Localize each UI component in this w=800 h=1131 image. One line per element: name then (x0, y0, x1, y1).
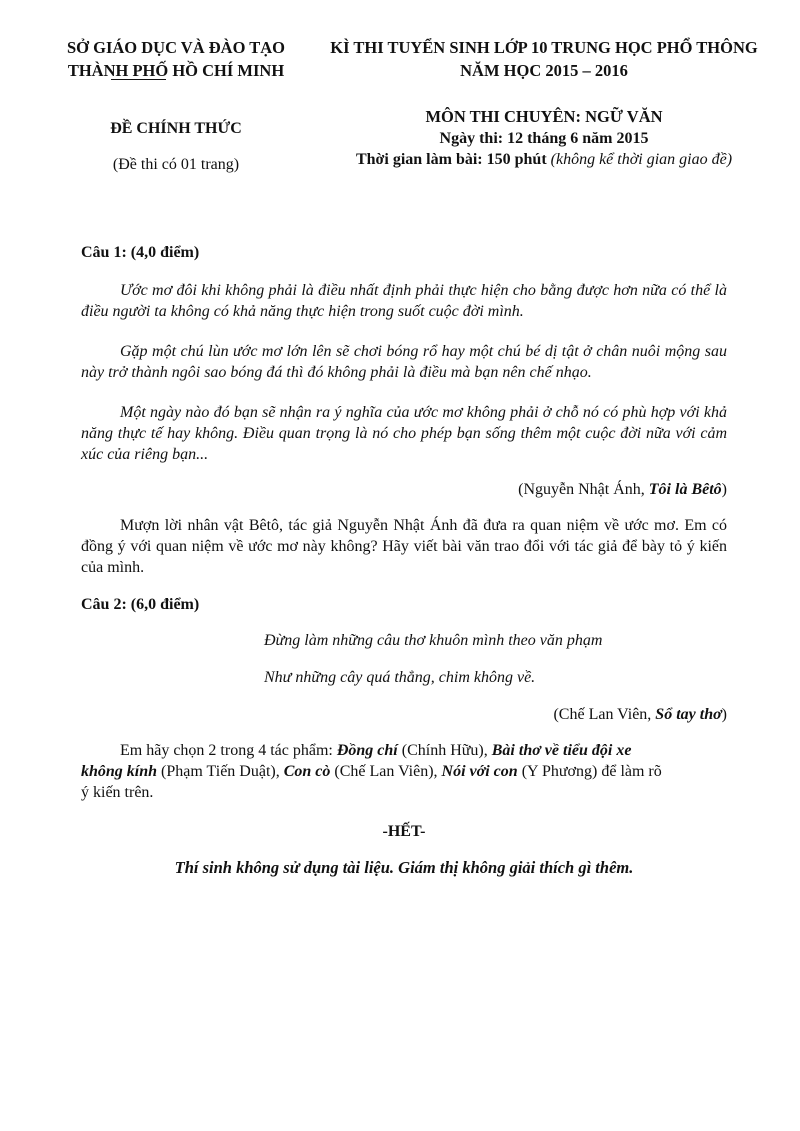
department-line-2: THÀNH PHỐ HỒ CHÍ MINH (67, 61, 285, 80)
quote-paragraph-3: Một ngày nào đó bạn sẽ nhận ra ý nghĩa của ước mơ không phải ở chỗ nó có phù hợp với khả năng thực tế hay không. Điều quan trọng là nó cho phép bạn sống thêm một cuộc đời nữa với cảm xúc của riêng bạn... (81, 404, 727, 463)
exam-header (318, 36, 770, 82)
subject-block (318, 106, 770, 170)
source-work: Tôi là Bêtô (648, 481, 722, 498)
work-author: (Chế Lan Viên), (330, 763, 442, 780)
header-divider (111, 79, 166, 80)
work-title: Bài thơ về tiểu đội xe không kính (81, 742, 632, 780)
question-2-task (81, 740, 727, 803)
subject-name: MÔN THI CHUYÊN: NGỮ VĂN (425, 107, 663, 126)
end-marker: -HẾT- (382, 823, 426, 840)
poem-line-2: Như những cây quá thẳng, chim không về. (264, 669, 536, 686)
duration-note: (không kể thời gian giao đề) (550, 151, 733, 168)
work-title: Nói với con (441, 763, 518, 780)
candidate-note: Thí sinh không sử dụng tài liệu. Giám thị không giải thích gì thêm. (174, 858, 634, 877)
work-author: (Y Phương) để làm rõ ý kiến trên. (81, 763, 662, 801)
task-intro: Em hãy chọn 2 trong 4 tác phẩm: (120, 742, 337, 759)
work-title: Đồng chí (336, 742, 398, 759)
duration-label: Thời gian làm bài: 150 phút (355, 151, 547, 168)
official-label: ĐỀ CHÍNH THỨC (110, 120, 242, 137)
official-block (38, 118, 314, 176)
department-header (38, 36, 314, 82)
work-author: (Phạm Tiến Duật), (157, 763, 284, 780)
poem-line-1: Đừng làm những câu thơ khuôn mình theo văn phạm (264, 632, 603, 649)
exam-duration (318, 149, 770, 170)
source-author: (Nguyễn Nhật Ánh, (518, 481, 649, 498)
question-2-source (81, 704, 727, 726)
source-close: ) (721, 706, 727, 723)
quote-paragraph-1: Ước mơ đôi khi không phải là điều nhất định phải thực hiện cho bằng được hơn nữa có thể là điều người ta không có khả năng thực hiện trong suốt cuộc đời mình. (81, 282, 727, 320)
school-year: NĂM HỌC 2015 – 2016 (460, 61, 628, 80)
work-title: Con cò (283, 763, 331, 780)
question-1-title: Câu 1: (4,0 điểm) (81, 244, 200, 261)
quote-paragraph-2: Gặp một chú lùn ước mơ lớn lên sẽ chơi bóng rổ hay một chú bé dị tật ở chân nuôi mộng sau này trở thành ngôi sao bóng đá thì đó không phải là điều mà bạn nên chế nhạo. (81, 343, 727, 381)
question-2-title: Câu 2: (6,0 điểm) (81, 596, 200, 613)
page-count: (Đề thi có 01 trang) (112, 156, 240, 173)
exam-date: Ngày thi: 12 tháng 6 năm 2015 (439, 130, 649, 147)
department-line-1: SỞ GIÁO DỤC VÀ ĐÀO TẠO (66, 38, 286, 57)
source-close: ) (721, 481, 727, 498)
exam-body (81, 242, 727, 879)
question-1-task: Mượn lời nhân vật Bêtô, tác giả Nguyễn Nhật Ánh đã đưa ra quan niệm về ước mơ. Em có đồng ý với quan niệm về ước mơ này không? Hãy viết bài văn trao đổi với tác giả để bày tỏ ý kiến của mình. (81, 517, 727, 576)
question-1-source (81, 479, 727, 501)
source-work: Sổ tay thơ (655, 706, 722, 723)
work-author: (Chính Hữu), (397, 742, 492, 759)
exam-title: KÌ THI TUYỂN SINH LỚP 10 TRUNG HỌC PHỔ THÔNG (330, 38, 758, 57)
source-author: (Chế Lan Viên, (553, 706, 656, 723)
